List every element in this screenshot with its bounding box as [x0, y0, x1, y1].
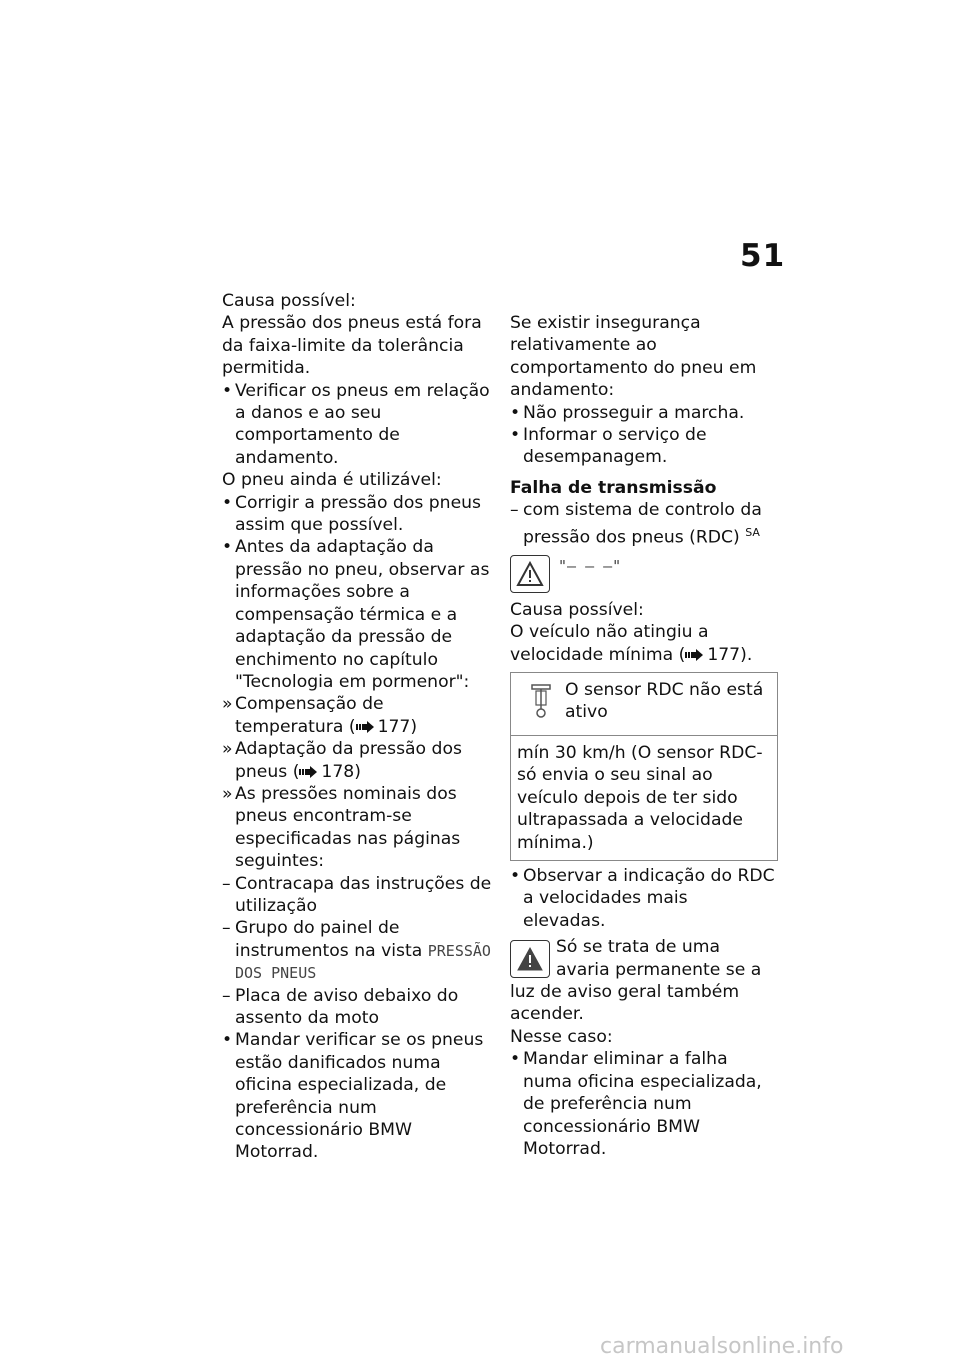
page-reference[interactable]: ( 177) — [348, 716, 418, 737]
bullet-item: • Verificar os pneus em relação a danos e ao seu comportamento de andamento. — [222, 380, 490, 468]
display-value: "– – –" — [558, 556, 622, 575]
rdc-table-body: mín 30 km/h (O sensor RDC-só envia o seu sinal ao veículo depois de ter sido ultrapassada a velocidade mínima.) — [517, 743, 763, 853]
warning-text: Só se trata de uma avaria permanente se a luz de aviso geral também acender. — [510, 937, 762, 1025]
bullet-icon: • — [510, 402, 521, 423]
cause-text: A pressão dos pneus está fora da faixa-limite da tolerância permitida. — [222, 313, 482, 379]
optional-equipment-mark: SA — [745, 525, 760, 539]
dash-item: – com sistema de controlo da pressão dos pneus (RDC) $^{SA}$ — [510, 500, 762, 548]
result-item: » As pressões nominais dos pneus encontram-se especificadas nas páginas seguintes: — [222, 783, 461, 872]
page-number: 51 — [740, 238, 786, 274]
dash-icon: – — [510, 500, 519, 521]
watermark: carmanualsonline.info — [600, 1334, 844, 1359]
bullet-item: • Antes da adaptação da pressão no pneu, observar as informações sobre a compensação térmica e a adaptação da pressão de enchimento no capítulo "Tecnologia em pormenor": — [222, 537, 490, 692]
bullet-icon: • — [510, 866, 521, 887]
bullet-icon: • — [510, 1049, 521, 1070]
dash-item: – Placa de aviso debaixo do assento da moto — [222, 985, 459, 1028]
nesse-caso-text: Nesse caso: — [510, 1026, 613, 1047]
page-ref-arrow-icon — [685, 649, 703, 661]
warning-triangle-icon — [510, 555, 550, 593]
result-arrow-icon: » — [222, 783, 233, 804]
page-reference[interactable]: 178) — [299, 762, 361, 782]
cause-text: O veículo não atingiu a velocidade mínima ( 177). — [510, 622, 753, 665]
left-column — [222, 290, 492, 1164]
display-indicator — [510, 555, 775, 593]
dash-icon: – — [222, 873, 231, 894]
dash-icon: – — [222, 918, 231, 939]
bullet-item: • Não prosseguir a marcha. — [510, 402, 745, 423]
bullet-icon: • — [510, 425, 521, 446]
section-heading: Falha de transmissão — [510, 477, 717, 498]
warning-triangle-icon — [510, 940, 550, 978]
bullet-item: • Informar o serviço de desempanagem. — [510, 425, 707, 468]
tire-pressure-sensor-icon — [517, 679, 565, 729]
page-reference[interactable]: ( 177). — [678, 644, 753, 665]
insecure-text: Se existir insegurança relativamente ao comportamento do pneu em andamento: — [510, 313, 757, 401]
cause-label: Causa possível: — [510, 599, 644, 620]
bullet-icon: • — [222, 1030, 233, 1051]
bullet-icon: • — [222, 492, 233, 513]
result-item: » Compensação de temperatura ( 177) — [222, 694, 418, 737]
page-ref-arrow-icon — [299, 766, 317, 778]
right-column — [510, 312, 775, 1160]
bullet-item: • Mandar verificar se os pneus estão danificados numa oficina especializada, de preferência num concessionário BMW Motorrad. — [222, 1030, 484, 1163]
result-arrow-icon: » — [222, 694, 233, 715]
bullet-item: • Mandar eliminar a falha numa oficina especializada, de preferência num concessionário BMW Motorrad. — [510, 1049, 762, 1159]
rdc-info-table — [510, 672, 778, 861]
rdc-status-text: O sensor RDC não está ativo — [565, 680, 764, 723]
page-ref-arrow-icon — [356, 721, 374, 733]
bullet-item: • Observar a indicação do RDC a velocidades mais elevadas. — [510, 866, 775, 931]
bullet-icon: • — [222, 537, 233, 558]
dash-icon: – — [222, 985, 231, 1006]
dash-item: – Contracapa das instruções de utilização — [222, 873, 492, 916]
warning-note — [510, 936, 775, 1026]
display-text: PRESSÃO DOS PNEUS — [235, 941, 491, 983]
usable-text: O pneu ainda é utilizável: — [222, 470, 442, 491]
dash-item: – Grupo do painel de instrumentos na vista PRESSÃO DOS PNEUS — [222, 918, 491, 983]
result-arrow-icon: » — [222, 739, 233, 760]
result-item: » Adaptação da pressão dos pneus ( 178) — [222, 739, 462, 782]
bullet-item: • Corrigir a pressão dos pneus assim que possível. — [222, 492, 481, 536]
cause-label: Causa possível: — [222, 291, 356, 311]
bullet-icon: • — [222, 380, 233, 401]
rdc-table-header — [511, 673, 777, 736]
